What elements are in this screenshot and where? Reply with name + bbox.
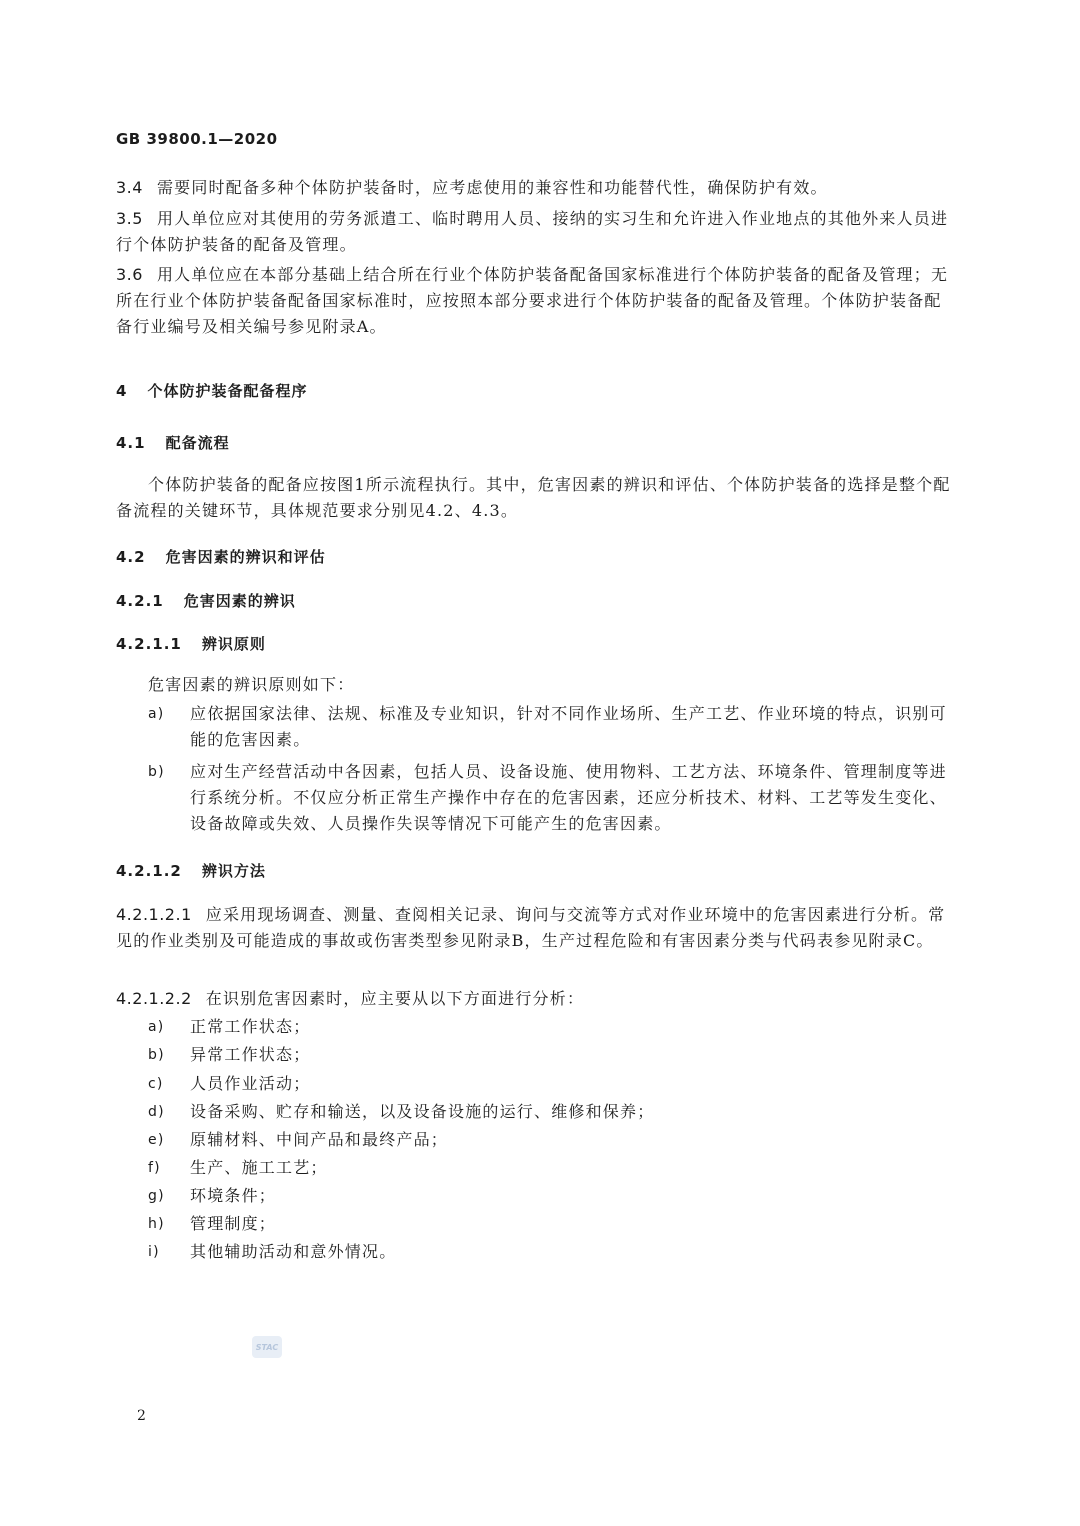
list-marker: a) [148,1019,165,1035]
list-marker: b) [148,764,165,780]
list-marker: h) [148,1216,165,1232]
list-marker: b) [148,1047,165,1063]
section-4-2-1-heading [116,590,296,611]
list-text: 应对生产经营活动中各因素，包括人员、设备设施、使用物料、工艺方法、环境条件、管理制度等进行系统分析。不仅应分析正常生产操作中存在的危害因素，还应分析技术、材料、工艺等发生变化、设备故障或失效、人员操作失误等情况下可能产生的危害因素。 [190,762,947,833]
clause-4-2-1-2-1 [116,902,952,954]
section-title: 辨识原则 [201,635,266,653]
list-item [148,1014,952,1040]
section-title: 危害因素的辨识和评估 [165,548,326,566]
section-number: 4 [116,382,128,400]
doc-code-header: GB 39800.1—2020 [116,130,278,148]
clause-number: 4.2.1.2.2 [116,989,192,1008]
section-number: 4.2 [116,548,146,566]
section-4-heading [116,380,307,401]
clause-3-5 [116,206,952,258]
section-4-2-1-1-heading [116,633,266,654]
list-item [148,759,952,837]
page-number: 2 [137,1408,146,1424]
section-4-2-heading [116,546,326,567]
section-title: 危害因素的辨识 [183,592,296,610]
section-4-1-body: 个体防护装备的配备应按图1所示流程执行。其中，危害因素的辨识和评估、个体防护装备的选择是整个配备流程的关键环节，具体规范要求分别见4.2、4.3。 [116,475,951,520]
list-item [148,1155,952,1181]
clause-3-6 [116,262,952,340]
list-marker: i) [148,1244,160,1260]
list-item [148,1042,952,1068]
section-number: 4.2.1.1 [116,635,182,653]
list-text: 正常工作状态； [190,1017,311,1036]
clause-number: 4.2.1.2.1 [116,905,192,924]
list-item [148,1099,952,1125]
list-text: 原辅材料、中间产品和最终产品； [190,1130,449,1149]
list-item [148,1071,952,1097]
list-item [148,701,952,753]
list-text: 环境条件； [190,1186,277,1205]
clause-text: 用人单位应对其使用的劳务派遣工、临时聘用人员、接纳的实习生和允许进入作业地点的其他外来人员进行个体防护装备的配备及管理。 [116,209,949,254]
section-4-2-1-2-heading [116,860,266,881]
list-marker: f) [148,1160,161,1176]
section-number: 4.2.1.2 [116,862,182,880]
clause-text: 在识别危害因素时，应主要从以下方面进行分析： [205,989,585,1008]
section-title: 辨识方法 [201,862,266,880]
list-marker: d) [148,1104,165,1120]
clause-3-4 [116,175,952,201]
list-marker: a) [148,706,165,722]
list-marker: g) [148,1188,165,1204]
list-text: 人员作业活动； [190,1074,311,1093]
list-item [148,1127,952,1153]
section-title: 个体防护装备配备程序 [147,382,308,400]
section-number: 4.2.1 [116,592,164,610]
section-4-1-heading [116,432,230,453]
clause-number: 3.5 [116,209,143,228]
list-text: 管理制度； [190,1214,277,1233]
section-number: 4.1 [116,434,146,452]
list-item [148,1211,952,1237]
list-text: 应依据国家法律、法规、标准及专业知识，针对不同作业场所、生产工艺、作业环境的特点，识别可能的危害因素。 [190,704,947,749]
list-text: 其他辅助活动和意外情况。 [190,1242,397,1261]
section-title: 配备流程 [165,434,230,452]
list-marker: e) [148,1132,165,1148]
clause-text: 需要同时配备多种个体防护装备时，应考虑使用的兼容性和功能替代性，确保防护有效。 [156,178,828,197]
watermark-logo: STAC [252,1336,282,1358]
clause-text: 用人单位应在本部分基础上结合所在行业个体防护装备配备国家标准进行个体防护装备的配备及管理；无所在行业个体防护装备配备国家标准时，应按照本部分要求进行个体防护装备的配备及管理。个体防护装备配备行业编号及相关编号参见附录A。 [116,265,949,336]
list-text: 异常工作状态； [190,1045,311,1064]
clause-text: 应采用现场调查、测量、查阅相关记录、询问与交流等方式对作业环境中的危害因素进行分析。常见的作业类别及可能造成的事故或伤害类型参见附录B，生产过程危险和有害因素分类与代码表参见附录C。 [116,905,946,950]
principles-intro: 危害因素的辨识原则如下： [148,675,355,694]
clause-4-2-1-2-2 [116,986,952,1012]
clause-number: 3.6 [116,265,143,284]
list-marker: c) [148,1076,164,1092]
clause-number: 3.4 [116,178,143,197]
list-text: 设备采购、贮存和输送，以及设备设施的运行、维修和保养； [190,1102,655,1121]
list-text: 生产、施工工艺； [190,1158,328,1177]
list-item [148,1183,952,1209]
list-item [148,1239,952,1265]
